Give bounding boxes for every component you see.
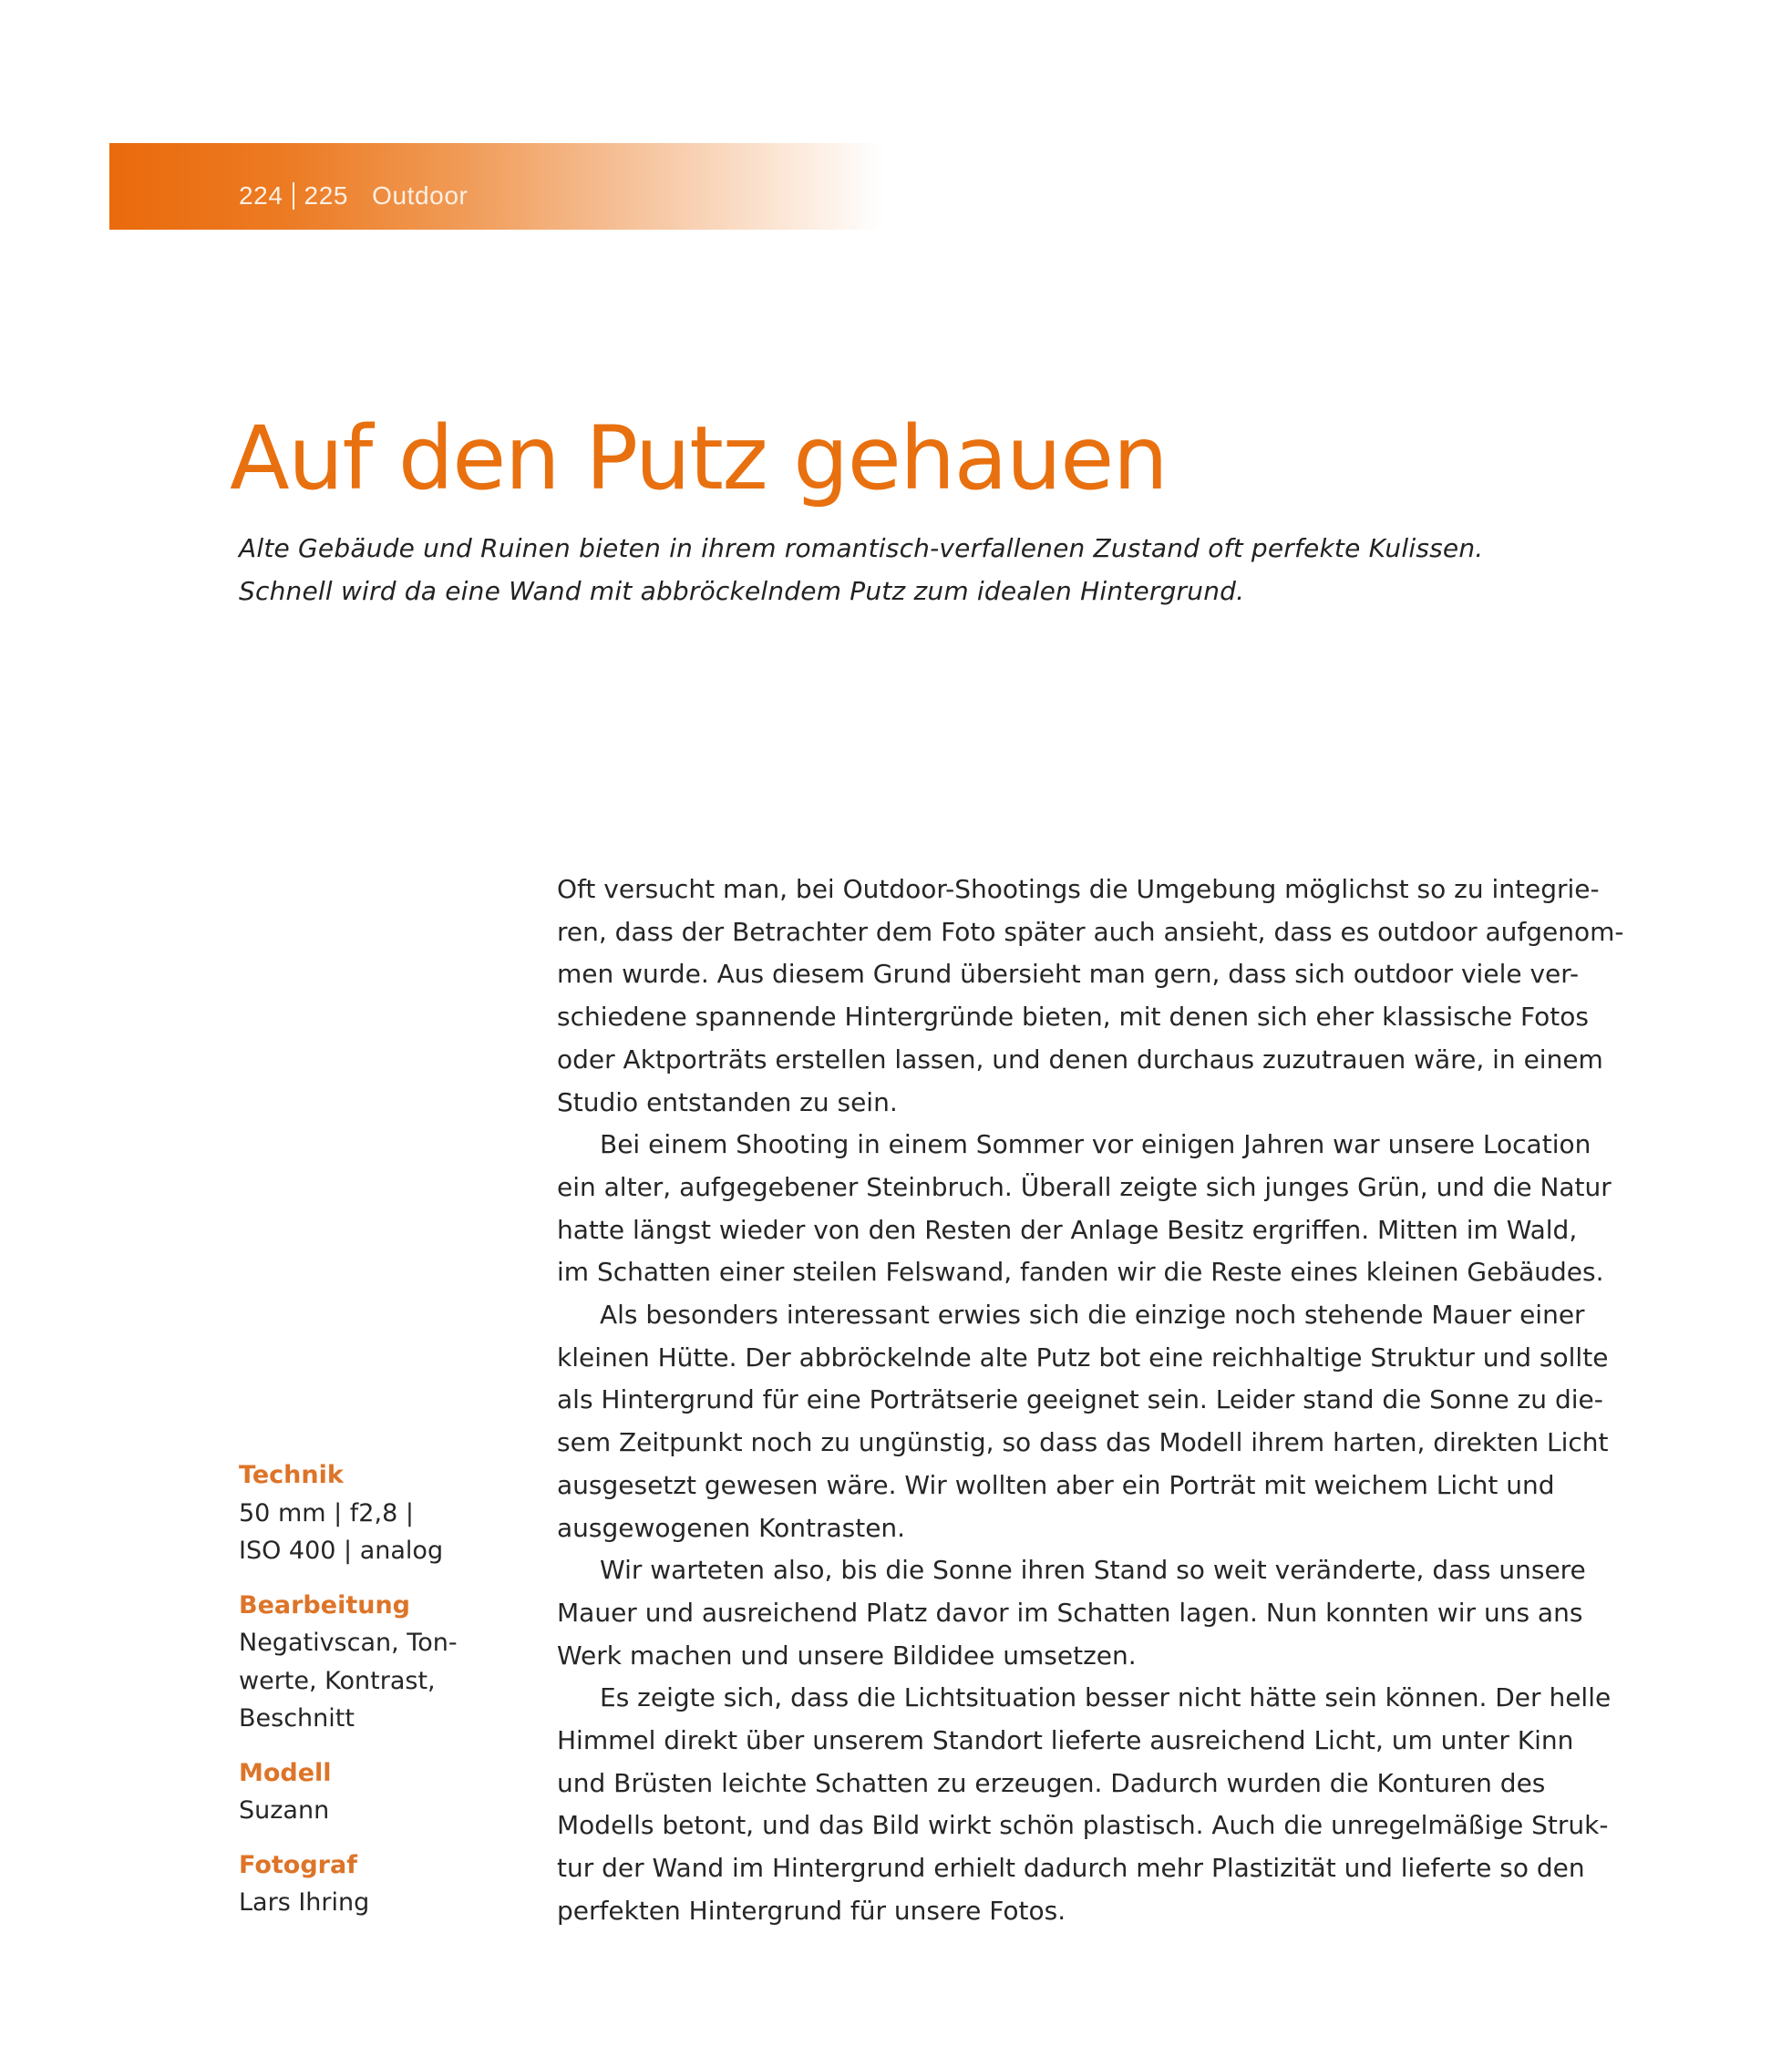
body-paragraph — [557, 1124, 1629, 1294]
meta-heading: Fotograf — [239, 1850, 357, 1879]
body-line: schiedene spannende Hintergründe bieten, mit denen sich eher klassische Fotos — [557, 1002, 1589, 1033]
meta-heading: Technik — [239, 1461, 344, 1489]
body-line: ausgesetzt gewesen wäre. Wir wollten aber ein Porträt mit weichem Licht und — [557, 1469, 1555, 1500]
body-paragraph — [557, 1294, 1629, 1549]
meta-line: Lars Ihring — [239, 1888, 370, 1917]
body-line: perfekten Hintergrund für unsere Fotos. — [557, 1895, 1066, 1926]
body-line: sem Zeitpunkt noch zu ungünstig, so dass das Modell ihrem harten, direkten Licht — [557, 1427, 1609, 1458]
article-title: Auf den Putz gehauen — [230, 407, 1168, 509]
lead-line: Schnell wird da eine Wand mit abbröckelndem Putz zum idealen Hintergrund. — [239, 576, 1245, 606]
body-line: hatte längst wieder von den Resten der Anlage Besitz ergriffen. Mitten im Wald, — [557, 1214, 1578, 1245]
meta-block-bearbeitung — [239, 1587, 512, 1738]
section-title: Outdoor — [372, 181, 469, 210]
meta-line: Beschnitt — [239, 1704, 355, 1733]
body-line: Oft versucht man, bei Outdoor-Shootings die Umgebung möglichst so zu integrie- — [557, 874, 1600, 904]
meta-block-technik — [239, 1456, 512, 1570]
body-line: Mauer und ausreichend Platz davor im Schatten lagen. Nun konnten wir uns ans — [557, 1597, 1583, 1628]
article-body — [557, 869, 1629, 1933]
page-number-right: 225 — [304, 181, 349, 210]
body-line: Modells betont, und das Bild wirkt schön plastisch. Auch die unregelmäßige Struk- — [557, 1810, 1609, 1841]
meta-block-modell — [239, 1754, 512, 1830]
page-number-left: 224 — [239, 181, 283, 210]
body-paragraph — [557, 1677, 1629, 1932]
body-line: oder Aktporträts erstellen lassen, und denen durchaus zuzutrauen wäre, in einem — [557, 1044, 1603, 1075]
meta-line: Suzann — [239, 1796, 330, 1825]
meta-block-fotograf — [239, 1846, 512, 1922]
running-header — [239, 181, 468, 211]
body-paragraph — [557, 869, 1629, 1124]
meta-line: ISO 400 | analog — [239, 1537, 444, 1565]
body-line: men wurde. Aus diesem Grund übersieht man gern, dass sich outdoor viele ver- — [557, 959, 1580, 990]
body-line: Studio entstanden zu sein. — [557, 1086, 898, 1117]
body-line: tur der Wand im Hintergrund erhielt dadurch mehr Plastizität und lieferte so den — [557, 1853, 1585, 1884]
body-line: kleinen Hütte. Der abbröckelnde alte Putz bot eine reichhaltige Struktur und sollte — [557, 1342, 1609, 1373]
body-line: Werk machen und unsere Bildidee umsetzen. — [557, 1640, 1137, 1671]
meta-line: Negativscan, Ton- — [239, 1629, 458, 1657]
meta-heading: Bearbeitung — [239, 1590, 410, 1620]
body-line: im Schatten einer steilen Felswand, fanden wir die Reste eines kleinen Gebäudes. — [557, 1257, 1604, 1288]
meta-heading: Modell — [239, 1758, 332, 1787]
body-line: Wir warteten also, bis die Sonne ihren Stand so weit veränderte, dass unsere — [600, 1555, 1586, 1586]
running-header-bar — [109, 143, 884, 230]
body-line: Als besonders interessant erwies sich die einzige noch stehende Mauer einer — [600, 1300, 1585, 1331]
body-line: und Brüsten leichte Schatten zu erzeugen. Dadurch wurden die Konturen des — [557, 1767, 1546, 1798]
meta-line: 50 mm | f2,8 | — [239, 1498, 414, 1527]
body-paragraph — [557, 1549, 1629, 1677]
body-line: Es zeigte sich, dass die Lichtsituation besser nicht hätte sein können. Der helle — [600, 1682, 1612, 1713]
page-number-separator — [293, 182, 294, 210]
body-line: als Hintergrund für eine Porträtserie geeignet sein. Leider stand die Sonne zu die- — [557, 1384, 1603, 1415]
body-line: Himmel direkt über unserem Standort lieferte ausreichend Licht, um unter Kinn — [557, 1725, 1574, 1756]
article-lead — [239, 527, 1533, 612]
body-line: ein alter, aufgegebener Steinbruch. Überall zeigte sich junges Grün, und die Natur — [557, 1171, 1612, 1202]
lead-line: Alte Gebäude und Ruinen bieten in ihrem romantisch-verfallenen Zustand oft perfekte Kulissen. — [239, 533, 1484, 563]
body-line: ausgewogenen Kontrasten. — [557, 1512, 906, 1543]
photo-metadata-sidebar — [239, 1456, 512, 1938]
body-line: ren, dass der Betrachter dem Foto später auch ansieht, dass es outdoor aufgenom- — [557, 916, 1624, 947]
meta-line: werte, Kontrast, — [239, 1666, 436, 1695]
body-line: Bei einem Shooting in einem Sommer vor einigen Jahren war unsere Location — [600, 1129, 1591, 1160]
